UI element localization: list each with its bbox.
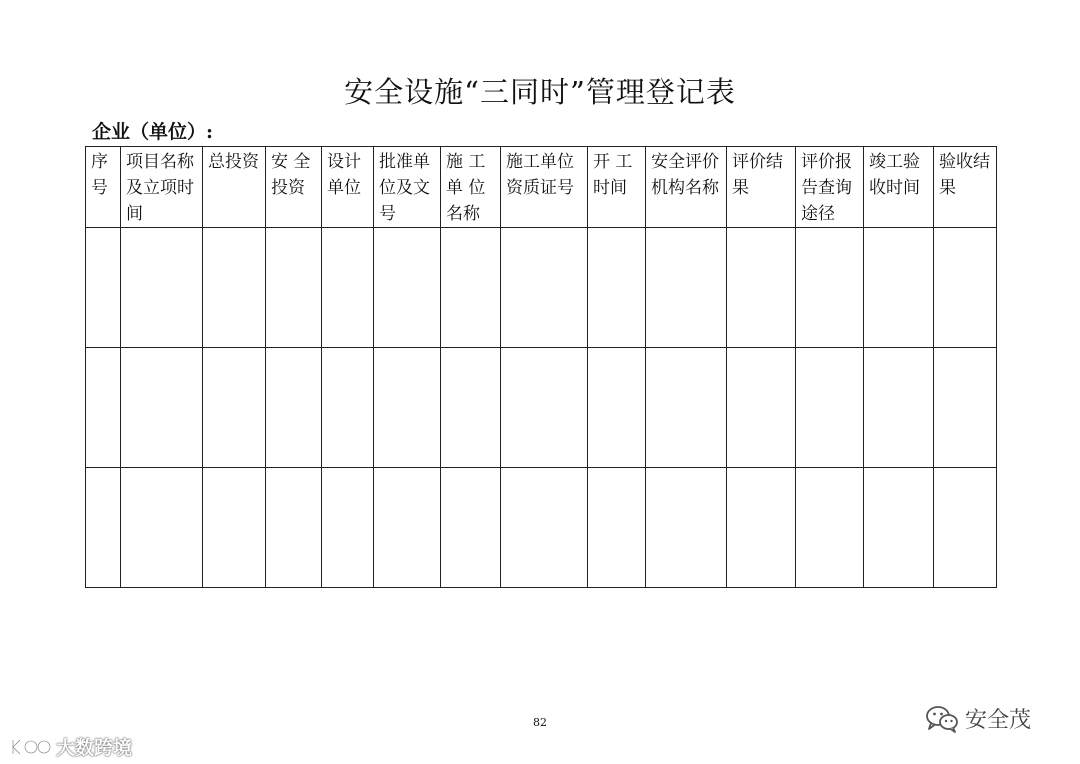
wechat-icon [925, 705, 959, 733]
table-cell[interactable] [501, 468, 588, 588]
header-cell: 批准单位及文号 [374, 147, 441, 228]
table-cell[interactable] [646, 468, 727, 588]
table-cell[interactable] [501, 228, 588, 348]
table-cell[interactable] [934, 228, 997, 348]
header-cell: 项目名称及立项时间 [121, 147, 203, 228]
enterprise-label: 企业（单位）: [92, 121, 214, 143]
table-cell[interactable] [86, 348, 121, 468]
table-cell[interactable] [203, 228, 266, 348]
table-cell[interactable] [727, 348, 796, 468]
table-cell[interactable] [322, 228, 374, 348]
header-cell: 施 工 单 位 名称 [441, 147, 501, 228]
table-cell[interactable] [203, 468, 266, 588]
table-row [86, 348, 997, 468]
table-cell[interactable] [727, 468, 796, 588]
table-cell[interactable] [934, 468, 997, 588]
page-number: 82 [533, 716, 547, 729]
watermark-right [925, 703, 1031, 734]
header-cell: 序号 [86, 147, 121, 228]
table-cell[interactable] [374, 468, 441, 588]
table-cell[interactable] [441, 228, 501, 348]
table-cell[interactable] [588, 228, 646, 348]
watermark-left [10, 733, 132, 760]
table-cell[interactable] [588, 468, 646, 588]
table-cell[interactable] [374, 228, 441, 348]
table-cell[interactable] [322, 468, 374, 588]
table-cell[interactable] [86, 468, 121, 588]
table-cell[interactable] [441, 468, 501, 588]
table-cell[interactable] [727, 228, 796, 348]
header-cell: 总投资 [203, 147, 266, 228]
table-cell[interactable] [86, 228, 121, 348]
header-cell: 评价报告查询途径 [796, 147, 864, 228]
header-cell: 开 工 时间 [588, 147, 646, 228]
table-cell[interactable] [796, 348, 864, 468]
watermark-left-text: 大数跨境 [56, 737, 133, 759]
table-row [86, 228, 997, 348]
table-cell[interactable] [646, 348, 727, 468]
table-cell[interactable] [588, 348, 646, 468]
header-cell: 安 全 投资 [266, 147, 322, 228]
table-cell[interactable] [934, 348, 997, 468]
table-row [86, 468, 997, 588]
table-header-row [86, 147, 997, 228]
table-cell[interactable] [796, 228, 864, 348]
table-cell[interactable] [864, 228, 934, 348]
table-cell[interactable] [121, 228, 203, 348]
table-cell[interactable] [796, 468, 864, 588]
header-cell: 竣工验收时间 [864, 147, 934, 228]
table-cell[interactable] [374, 348, 441, 468]
table-cell[interactable] [266, 468, 322, 588]
registration-table [85, 146, 997, 588]
header-cell: 评价结果 [727, 147, 796, 228]
table-cell[interactable] [501, 348, 588, 468]
table-cell[interactable] [266, 348, 322, 468]
watermark-right-text: 安全茂 [965, 708, 1032, 733]
table-cell[interactable] [864, 468, 934, 588]
document-title: 安全设施“三同时”管理登记表 [344, 75, 736, 109]
table-cell[interactable] [864, 348, 934, 468]
table-cell[interactable] [203, 348, 266, 468]
table-cell[interactable] [121, 348, 203, 468]
kuajing-logo-icon [10, 736, 52, 758]
table-cell[interactable] [322, 348, 374, 468]
header-cell: 设计单位 [322, 147, 374, 228]
header-cell: 安全评价机构名称 [646, 147, 727, 228]
header-cell: 验收结果 [934, 147, 997, 228]
table-cell[interactable] [121, 468, 203, 588]
table-cell[interactable] [266, 228, 322, 348]
header-cell: 施工单位资质证号 [501, 147, 588, 228]
table-cell[interactable] [646, 228, 727, 348]
table-cell[interactable] [441, 348, 501, 468]
